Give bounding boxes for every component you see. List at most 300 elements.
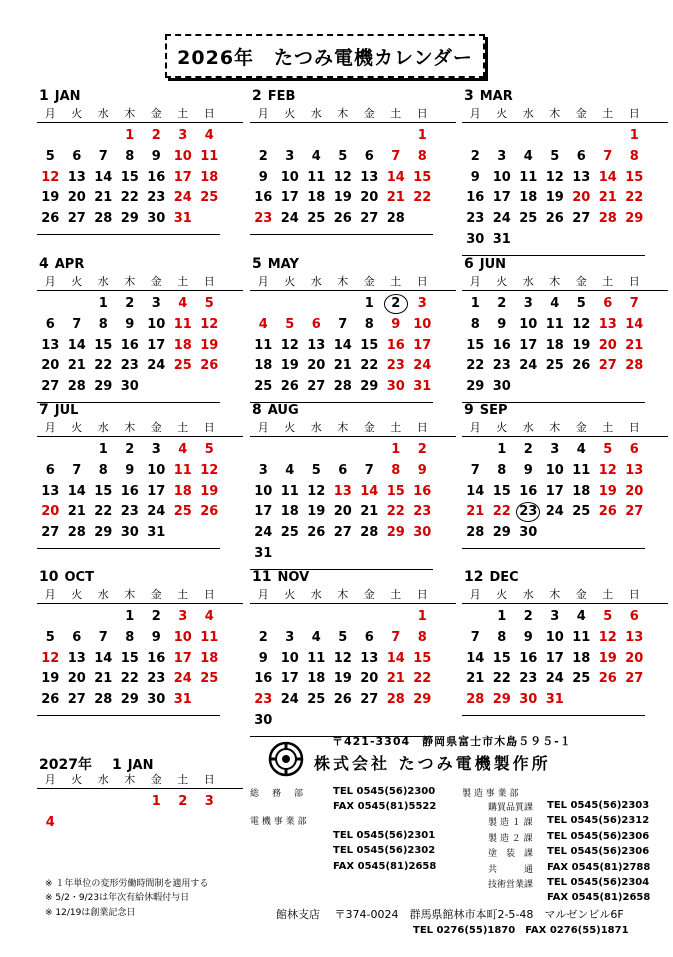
day-cell: 5 bbox=[311, 462, 321, 478]
day-cell: 6 bbox=[603, 296, 613, 311]
day-cell: 28 bbox=[466, 692, 485, 708]
day-cell: 1 bbox=[497, 442, 507, 457]
month-number: 1 bbox=[39, 88, 49, 104]
weekday-label: 金 bbox=[363, 107, 375, 120]
day-cell: 9 bbox=[258, 169, 268, 185]
month-name: MAY bbox=[267, 257, 299, 272]
day-cell: 10 bbox=[254, 483, 273, 499]
day-cell: 28 bbox=[333, 379, 352, 395]
day-cell: 9 bbox=[151, 148, 161, 164]
day-cell: 14 bbox=[466, 650, 485, 666]
dept-general-fax: FAX 0545(81)5522 bbox=[333, 801, 437, 812]
day-cell: 17 bbox=[545, 483, 564, 499]
day-cell: 8 bbox=[417, 629, 427, 645]
weekday-label: 土 bbox=[602, 421, 614, 434]
day-cell: 23 bbox=[120, 504, 139, 520]
day-cell: 17 bbox=[173, 650, 192, 666]
weekday-label: 土 bbox=[177, 107, 189, 120]
day-cell: 10 bbox=[173, 629, 192, 645]
day-cell: 13 bbox=[625, 629, 644, 645]
day-grid bbox=[250, 291, 456, 398]
weekday-label: 金 bbox=[363, 275, 375, 288]
day-cell: 3 bbox=[204, 794, 214, 809]
day-cell: 18 bbox=[173, 483, 192, 499]
day-cell: 3 bbox=[151, 442, 161, 457]
day-cell: 23 bbox=[466, 211, 485, 227]
day-cell: 27 bbox=[598, 358, 617, 374]
day-cell: 29 bbox=[386, 525, 405, 541]
day-cell: 14 bbox=[94, 169, 113, 185]
day-cell: 15 bbox=[120, 169, 139, 185]
day-cell: 4 bbox=[311, 148, 321, 164]
day-cell: 16 bbox=[519, 650, 538, 666]
weekday-label: 水 bbox=[522, 588, 534, 601]
day-cell: 16 bbox=[254, 190, 273, 206]
day-cell: 3 bbox=[497, 148, 507, 164]
day-grid bbox=[37, 437, 243, 544]
month-aug bbox=[250, 402, 456, 565]
day-cell: 21 bbox=[466, 504, 485, 520]
day-cell: 4 bbox=[576, 609, 586, 624]
day-cell: 14 bbox=[360, 483, 379, 499]
weekday-label: 土 bbox=[602, 107, 614, 120]
day-cell: 13 bbox=[67, 169, 86, 185]
empty-cell bbox=[250, 440, 277, 461]
day-cell: 21 bbox=[94, 671, 113, 687]
day-cell: 27 bbox=[360, 692, 379, 708]
day-cell: 29 bbox=[625, 211, 644, 227]
day-cell: 12 bbox=[598, 462, 617, 478]
day-cell: 7 bbox=[629, 296, 639, 311]
month-header bbox=[37, 256, 243, 274]
day-cell: 24 bbox=[492, 211, 511, 227]
weekday-label: 水 bbox=[97, 421, 109, 434]
day-cell: 6 bbox=[72, 148, 82, 164]
day-cell: 13 bbox=[360, 169, 379, 185]
day-cell: 12 bbox=[545, 169, 564, 185]
empty-cell bbox=[64, 294, 91, 315]
day-cell: 5 bbox=[550, 148, 560, 164]
dept-electric-tel1: TEL 0545(56)2301 bbox=[333, 830, 436, 841]
day-cell: 26 bbox=[545, 211, 564, 227]
weekday-label: 水 bbox=[310, 275, 322, 288]
day-cell: 17 bbox=[492, 190, 511, 206]
day-cell: 2 bbox=[151, 609, 161, 624]
weekday-row bbox=[250, 274, 456, 291]
day-cell: 7 bbox=[364, 462, 374, 478]
day-cell: 27 bbox=[333, 525, 352, 541]
empty-cell bbox=[90, 607, 117, 628]
weekday-label: 月 bbox=[44, 107, 56, 120]
empty-cell bbox=[330, 126, 357, 147]
day-cell: 10 bbox=[147, 462, 166, 478]
weekday-label: 土 bbox=[177, 773, 189, 786]
day-cell: 14 bbox=[598, 169, 617, 185]
day-cell: 9 bbox=[417, 462, 427, 478]
day-cell: 20 bbox=[360, 671, 379, 687]
weekday-label: 月 bbox=[44, 421, 56, 434]
day-cell: 29 bbox=[120, 211, 139, 227]
day-cell: 24 bbox=[280, 692, 299, 708]
day-cell: 3 bbox=[178, 128, 188, 143]
day-cell: 14 bbox=[386, 169, 405, 185]
day-cell: 5 bbox=[603, 442, 613, 457]
day-cell: 6 bbox=[45, 316, 55, 332]
day-cell: 30 bbox=[120, 379, 139, 395]
empty-cell bbox=[383, 126, 410, 147]
day-cell: 16 bbox=[492, 337, 511, 353]
empty-cell bbox=[250, 607, 277, 628]
day-cell: 7 bbox=[470, 629, 480, 645]
day-cell: 21 bbox=[94, 190, 113, 206]
day-cell: 30 bbox=[519, 692, 538, 708]
day-cell: 26 bbox=[598, 504, 617, 520]
day-cell: 31 bbox=[545, 692, 564, 708]
day-cell: 8 bbox=[125, 629, 135, 645]
day-cell: 16 bbox=[386, 337, 405, 353]
day-cell: 5 bbox=[204, 442, 214, 457]
day-cell: 22 bbox=[492, 504, 511, 520]
day-cell: 22 bbox=[492, 671, 511, 687]
branch-address: 館林支店 〒374-0024 群馬県館林市本町2-5-48 マルゼンビル6F bbox=[276, 908, 624, 921]
day-cell: 15 bbox=[94, 337, 113, 353]
month-jan-next bbox=[37, 754, 243, 834]
day-cell: 19 bbox=[200, 483, 219, 499]
day-cell: 15 bbox=[492, 650, 511, 666]
day-cell: 14 bbox=[67, 337, 86, 353]
weekday-label: 日 bbox=[203, 773, 215, 786]
empty-cell bbox=[356, 440, 383, 461]
weekday-label: 火 bbox=[496, 588, 508, 601]
day-cell: 27 bbox=[625, 671, 644, 687]
day-cell: 28 bbox=[94, 211, 113, 227]
day-cell: 11 bbox=[572, 462, 591, 478]
day-cell: 26 bbox=[280, 379, 299, 395]
day-cell: 24 bbox=[280, 211, 299, 227]
day-cell: 5 bbox=[285, 316, 295, 332]
month-header bbox=[37, 402, 243, 420]
mfg-dept-number: TEL 0545(56)2304 bbox=[547, 877, 650, 888]
empty-cell bbox=[117, 792, 144, 813]
day-cell: 2 bbox=[151, 128, 161, 143]
day-cell: 9 bbox=[391, 316, 401, 332]
day-cell: 22 bbox=[466, 358, 485, 374]
weekday-label: 木 bbox=[337, 588, 349, 601]
day-cell: 15 bbox=[413, 650, 432, 666]
weekday-label: 土 bbox=[177, 421, 189, 434]
day-cell: 19 bbox=[41, 671, 60, 687]
day-cell: 9 bbox=[497, 316, 507, 332]
day-cell: 28 bbox=[67, 525, 86, 541]
day-cell: 31 bbox=[173, 211, 192, 227]
empty-cell bbox=[303, 126, 330, 147]
day-cell: 13 bbox=[41, 337, 60, 353]
day-cell: 21 bbox=[598, 190, 617, 206]
empty-cell bbox=[64, 607, 91, 628]
day-cell: 11 bbox=[307, 169, 326, 185]
weekday-label: 土 bbox=[602, 275, 614, 288]
weekday-label: 土 bbox=[390, 107, 402, 120]
day-cell: 2 bbox=[258, 629, 268, 645]
day-cell: 31 bbox=[492, 231, 511, 247]
day-cell: 1 bbox=[151, 794, 161, 809]
day-cell: 9 bbox=[470, 169, 480, 185]
day-cell: 22 bbox=[386, 504, 405, 520]
day-cell: 5 bbox=[204, 296, 214, 311]
weekday-label: 水 bbox=[522, 107, 534, 120]
day-cell: 10 bbox=[545, 462, 564, 478]
day-cell: 1 bbox=[364, 296, 374, 311]
month-jun bbox=[462, 256, 668, 398]
month-name: JAN bbox=[54, 89, 81, 104]
empty-cell bbox=[462, 607, 489, 628]
day-cell: 29 bbox=[94, 379, 113, 395]
month-header bbox=[250, 256, 456, 274]
month-divider bbox=[462, 548, 645, 549]
day-cell: 9 bbox=[258, 650, 268, 666]
day-cell: 11 bbox=[200, 629, 219, 645]
day-cell: 19 bbox=[200, 337, 219, 353]
dept-general-label: 総 務 部 bbox=[250, 789, 306, 799]
weekday-label: 土 bbox=[177, 275, 189, 288]
weekday-label: 水 bbox=[97, 107, 109, 120]
empty-cell bbox=[37, 607, 64, 628]
empty-cell bbox=[542, 126, 569, 147]
month-dec bbox=[462, 569, 668, 711]
day-cell: 16 bbox=[254, 671, 273, 687]
day-cell: 25 bbox=[545, 358, 564, 374]
day-cell: 22 bbox=[625, 190, 644, 206]
day-cell: 4 bbox=[550, 296, 560, 311]
day-cell: 11 bbox=[307, 650, 326, 666]
empty-cell bbox=[90, 126, 117, 147]
day-cell: 25 bbox=[519, 211, 538, 227]
day-cell: 25 bbox=[200, 671, 219, 687]
day-cell: 24 bbox=[254, 525, 273, 541]
day-cell: 17 bbox=[413, 337, 432, 353]
day-cell: 6 bbox=[364, 629, 374, 645]
day-cell: 19 bbox=[545, 190, 564, 206]
day-cell: 9 bbox=[125, 462, 135, 478]
weekday-label: 金 bbox=[150, 275, 162, 288]
day-cell: 18 bbox=[572, 650, 591, 666]
day-cell: 18 bbox=[307, 671, 326, 687]
month-number: 11 bbox=[252, 569, 272, 585]
day-cell: 18 bbox=[254, 358, 273, 374]
calendar-title: 2026年 たつみ電機カレンダー bbox=[165, 34, 485, 78]
month-header bbox=[250, 569, 456, 587]
day-cell: 7 bbox=[72, 462, 82, 478]
month-divider bbox=[250, 234, 433, 235]
weekday-label: 火 bbox=[284, 421, 296, 434]
day-cell: 20 bbox=[572, 190, 591, 206]
empty-cell bbox=[64, 126, 91, 147]
mfg-dept-number: FAX 0545(81)2658 bbox=[547, 892, 651, 904]
weekday-label: 木 bbox=[337, 107, 349, 120]
day-cell: 8 bbox=[364, 316, 374, 332]
day-cell: 1 bbox=[497, 609, 507, 624]
day-cell: 27 bbox=[307, 379, 326, 395]
day-cell: 6 bbox=[72, 629, 82, 645]
day-cell: 10 bbox=[280, 169, 299, 185]
day-grid bbox=[462, 123, 668, 251]
day-cell: 20 bbox=[625, 483, 644, 499]
weekday-label: 水 bbox=[97, 588, 109, 601]
day-cell: 7 bbox=[98, 148, 108, 164]
day-cell: 23 bbox=[386, 358, 405, 374]
day-cell: 29 bbox=[492, 525, 511, 541]
day-cell: 20 bbox=[41, 504, 60, 520]
day-cell: 21 bbox=[386, 671, 405, 687]
empty-cell bbox=[303, 440, 330, 461]
weekday-label: 土 bbox=[390, 275, 402, 288]
weekday-label: 木 bbox=[549, 107, 561, 120]
day-cell: 26 bbox=[333, 692, 352, 708]
day-cell: 11 bbox=[200, 148, 219, 164]
weekday-label: 月 bbox=[469, 588, 481, 601]
day-cell: 20 bbox=[333, 504, 352, 520]
month-name: JAN bbox=[127, 758, 154, 773]
day-cell: 29 bbox=[360, 379, 379, 395]
day-cell: 25 bbox=[572, 504, 591, 520]
empty-cell bbox=[595, 126, 622, 147]
day-cell: 5 bbox=[338, 629, 348, 645]
weekday-label: 火 bbox=[496, 275, 508, 288]
day-cell: 30 bbox=[254, 712, 273, 728]
day-cell: 4 bbox=[178, 442, 188, 457]
day-cell: 6 bbox=[576, 148, 586, 164]
day-cell: 1 bbox=[125, 128, 135, 143]
day-cell: 13 bbox=[67, 650, 86, 666]
weekday-label: 土 bbox=[177, 588, 189, 601]
month-number: 3 bbox=[464, 88, 474, 104]
weekday-label: 月 bbox=[469, 107, 481, 120]
weekday-label: 日 bbox=[628, 421, 640, 434]
day-cell: 22 bbox=[94, 504, 113, 520]
day-cell: 1 bbox=[417, 609, 427, 624]
empty-cell bbox=[277, 440, 304, 461]
day-cell: 21 bbox=[67, 358, 86, 374]
empty-cell bbox=[330, 440, 357, 461]
day-cell: 3 bbox=[178, 609, 188, 624]
weekday-label: 木 bbox=[549, 275, 561, 288]
month-header bbox=[37, 754, 243, 772]
day-cell: 29 bbox=[492, 692, 511, 708]
weekday-label: 金 bbox=[575, 421, 587, 434]
empty-cell bbox=[330, 607, 357, 628]
day-cell: 22 bbox=[413, 190, 432, 206]
day-cell: 8 bbox=[497, 629, 507, 645]
month-feb bbox=[250, 88, 456, 230]
day-cell: 28 bbox=[67, 379, 86, 395]
day-cell: 19 bbox=[307, 504, 326, 520]
day-cell: 11 bbox=[173, 462, 192, 478]
day-cell: 22 bbox=[413, 671, 432, 687]
empty-cell bbox=[356, 126, 383, 147]
weekday-label: 木 bbox=[124, 107, 136, 120]
day-cell: 22 bbox=[360, 358, 379, 374]
day-cell: 23 bbox=[519, 671, 538, 687]
day-cell: 2 bbox=[383, 294, 410, 315]
day-cell: 30 bbox=[413, 525, 432, 541]
day-cell: 7 bbox=[470, 462, 480, 478]
day-cell: 3 bbox=[285, 148, 295, 164]
weekday-label: 水 bbox=[522, 421, 534, 434]
day-cell: 2 bbox=[178, 794, 188, 809]
month-number: 1 bbox=[111, 757, 122, 773]
day-cell: 2 bbox=[523, 609, 533, 624]
weekday-label: 木 bbox=[549, 421, 561, 434]
month-header bbox=[250, 402, 456, 420]
day-cell: 19 bbox=[598, 483, 617, 499]
day-cell: 16 bbox=[120, 483, 139, 499]
day-cell: 4 bbox=[311, 629, 321, 645]
day-cell: 6 bbox=[338, 462, 348, 478]
day-cell: 25 bbox=[307, 211, 326, 227]
day-cell: 1 bbox=[470, 296, 480, 311]
day-cell: 24 bbox=[147, 504, 166, 520]
dept-electric-label: 電 機 事 業 部 bbox=[250, 817, 307, 827]
weekday-label: 金 bbox=[363, 421, 375, 434]
day-cell: 3 bbox=[258, 462, 268, 478]
weekday-label: 金 bbox=[150, 107, 162, 120]
mfg-dept-number: TEL 0545(56)2306 bbox=[547, 830, 650, 842]
month-name: JUN bbox=[479, 257, 507, 272]
day-cell: 3 bbox=[285, 629, 295, 645]
day-cell: 17 bbox=[254, 504, 273, 520]
day-cell: 13 bbox=[41, 483, 60, 499]
day-cell: 4 bbox=[45, 814, 55, 830]
month-name: MAR bbox=[479, 89, 513, 104]
weekday-label: 金 bbox=[150, 773, 162, 786]
day-cell: 20 bbox=[67, 671, 86, 687]
day-cell: 16 bbox=[147, 169, 166, 185]
day-cell: 5 bbox=[603, 609, 613, 624]
day-cell: 10 bbox=[492, 169, 511, 185]
day-cell: 25 bbox=[254, 379, 273, 395]
day-cell: 3 bbox=[151, 296, 161, 311]
day-cell: 16 bbox=[120, 337, 139, 353]
day-cell: 4 bbox=[204, 128, 214, 143]
day-cell: 20 bbox=[67, 190, 86, 206]
day-cell: 15 bbox=[386, 483, 405, 499]
day-cell: 6 bbox=[629, 609, 639, 624]
day-cell: 9 bbox=[523, 629, 533, 645]
empty-cell bbox=[64, 792, 91, 813]
day-cell: 29 bbox=[413, 692, 432, 708]
day-cell: 17 bbox=[280, 671, 299, 687]
day-cell: 15 bbox=[94, 483, 113, 499]
day-cell: 10 bbox=[280, 650, 299, 666]
day-cell: 24 bbox=[413, 358, 432, 374]
day-cell: 4 bbox=[285, 462, 295, 478]
day-cell: 30 bbox=[147, 211, 166, 227]
day-cell: 23 bbox=[147, 671, 166, 687]
day-cell: 2 bbox=[125, 442, 135, 457]
day-cell: 22 bbox=[94, 358, 113, 374]
day-cell: 2 bbox=[470, 148, 480, 164]
day-cell: 1 bbox=[98, 296, 108, 311]
day-grid bbox=[462, 604, 668, 711]
month-header bbox=[37, 88, 243, 106]
day-cell: 4 bbox=[258, 316, 268, 332]
day-cell: 5 bbox=[338, 148, 348, 164]
day-cell: 3 bbox=[523, 296, 533, 311]
day-cell: 14 bbox=[625, 316, 644, 332]
day-cell: 16 bbox=[147, 650, 166, 666]
weekday-label: 土 bbox=[602, 588, 614, 601]
month-sep bbox=[462, 402, 668, 544]
